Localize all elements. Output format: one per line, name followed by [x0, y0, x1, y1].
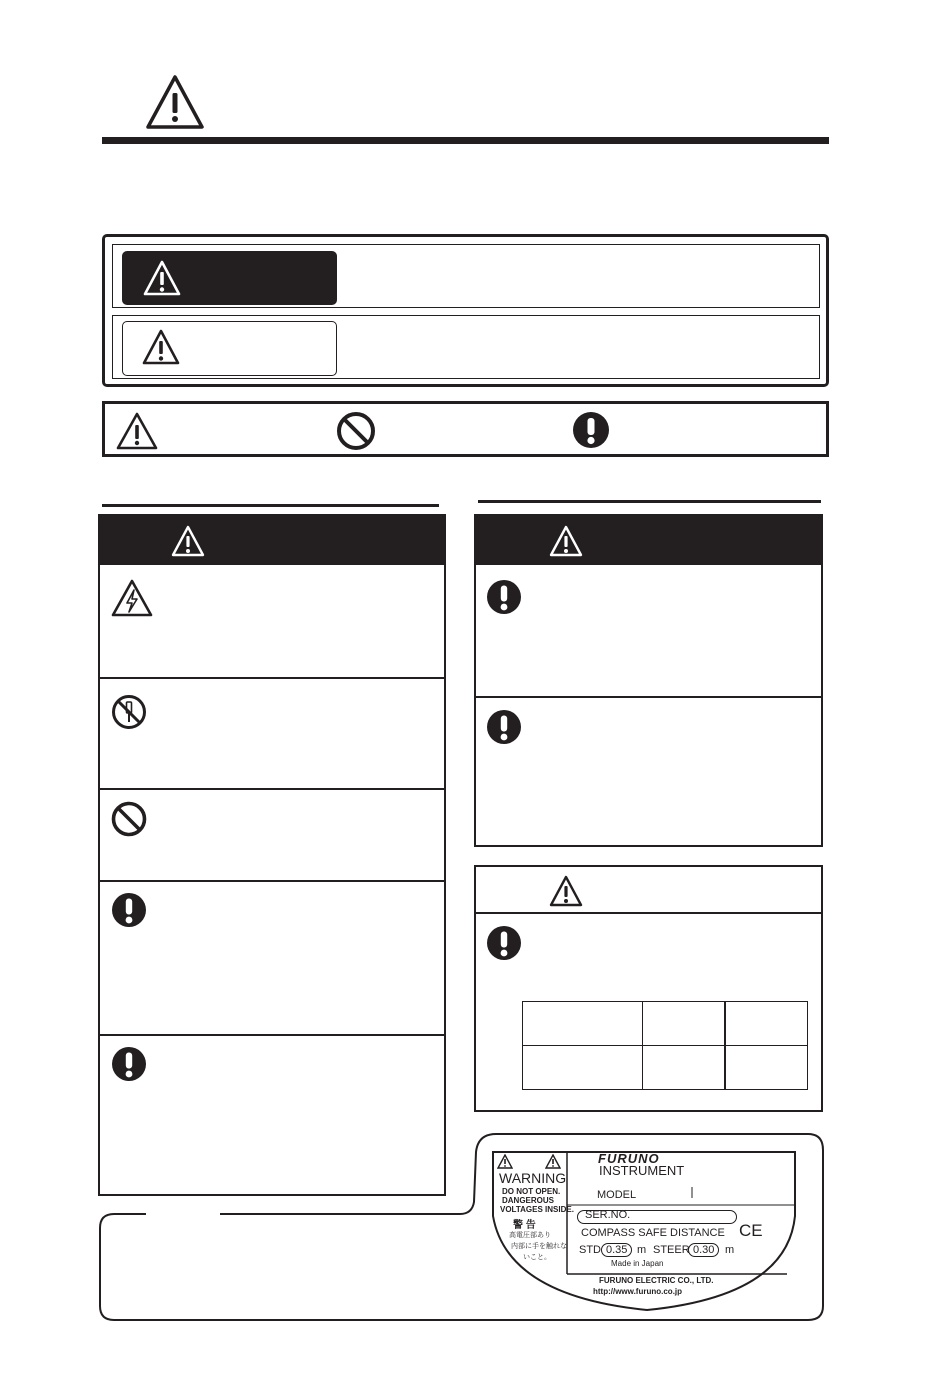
mandatory-action-icon	[485, 708, 523, 746]
label-notice-line-1: DO NOT OPEN.	[502, 1187, 561, 1196]
symbol-legend	[102, 401, 829, 457]
label-instrument: INSTRUMENT	[599, 1163, 685, 1178]
table-cell	[724, 1045, 808, 1090]
title-warning-icon	[144, 73, 206, 131]
title-rule	[102, 137, 829, 144]
left-warning-header	[100, 516, 444, 565]
warning-signal-badge	[122, 251, 337, 305]
mandatory-action-icon	[571, 410, 611, 450]
caution-signal-badge	[122, 321, 337, 376]
warning-triangle-icon	[170, 524, 206, 558]
right-warning-panel	[474, 514, 823, 847]
table-cell	[522, 1045, 643, 1090]
label-japanese-line-3: いこと。	[523, 1254, 551, 1261]
label-steer-unit: m	[725, 1244, 735, 1256]
warning-triangle-icon	[545, 1154, 561, 1169]
label-japanese-line-1: 高電圧部あり	[509, 1232, 551, 1239]
label-serial: SER.NO.	[585, 1209, 631, 1221]
label-japanese-title: 警 告	[513, 1220, 536, 1231]
mandatory-action-icon	[485, 578, 523, 616]
label-model: MODEL	[597, 1189, 637, 1201]
label-steer-value: 0.30	[688, 1243, 719, 1257]
caution-symbol-icon	[115, 411, 159, 451]
signal-word-legend	[102, 234, 829, 387]
right-section-rule	[478, 500, 821, 503]
label-company: FURUNO ELECTRIC CO., LTD.	[599, 1276, 714, 1285]
warning-triangle-icon	[142, 259, 182, 297]
label-std-value: 0.35	[601, 1243, 632, 1257]
ce-mark: CE	[739, 1221, 763, 1240]
table-cell	[642, 1001, 726, 1046]
label-made-in: Made in Japan	[611, 1259, 664, 1268]
table-cell	[522, 1001, 643, 1046]
mandatory-action-icon	[110, 1045, 148, 1083]
electric-shock-icon	[110, 578, 154, 618]
mandatory-action-icon	[110, 891, 148, 929]
warning-triangle-icon	[548, 524, 584, 558]
compass-distance-table	[522, 1001, 808, 1090]
label-steer: STEER	[653, 1244, 690, 1256]
label-compass-heading: COMPASS SAFE DISTANCE	[581, 1227, 725, 1239]
right-warning-header	[476, 516, 821, 565]
label-std: STD	[579, 1244, 601, 1256]
label-std-unit: m	[637, 1244, 647, 1256]
label-notice-line-2: DANGEROUS	[502, 1196, 555, 1205]
mandatory-action-icon	[485, 924, 523, 962]
table-cell	[724, 1001, 808, 1046]
caution-triangle-icon	[548, 874, 584, 908]
table-cell	[642, 1045, 726, 1090]
left-section-rule	[102, 504, 439, 507]
no-disassembly-icon	[111, 694, 147, 730]
left-warning-panel	[98, 514, 446, 1196]
label-notice-line-3: VOLTAGES INSIDE.	[500, 1205, 574, 1214]
label-brand-logo: FURUNO	[598, 1151, 660, 1166]
equipment-label	[487, 1146, 801, 1314]
label-url: http://www.furuno.co.jp	[593, 1287, 683, 1296]
label-warning-text: WARNING	[499, 1170, 567, 1186]
prohibition-symbol-icon	[335, 410, 377, 452]
prohibition-icon	[110, 800, 148, 838]
label-japanese-line-2: 内部に手を触れな	[511, 1243, 567, 1250]
right-caution-panel	[474, 865, 823, 1112]
warning-triangle-icon	[497, 1154, 513, 1169]
caution-triangle-icon	[141, 328, 181, 366]
